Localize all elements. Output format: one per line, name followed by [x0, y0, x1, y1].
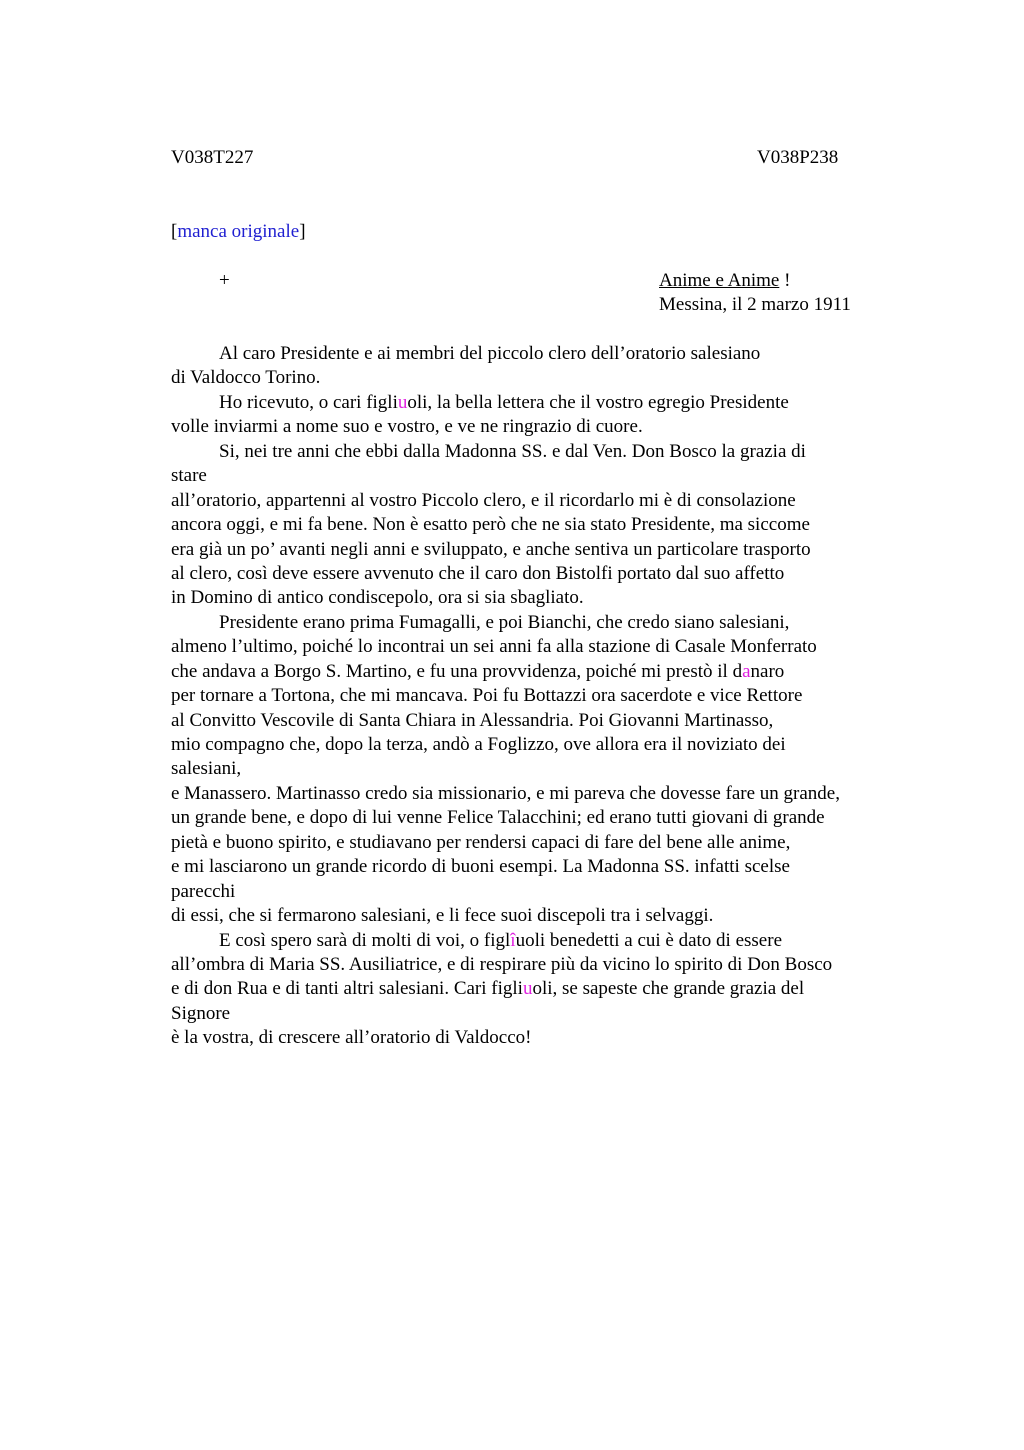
line-text: naro: [750, 660, 785, 682]
line-text: al clero, così deve essere avvenuto che il caro don Bistolfi portato dal suo affetto: [171, 562, 785, 584]
line-text: al Convitto Vescovile di Santa Chiara in Alessandria. Poi Giovanni Martinasso,: [171, 709, 774, 731]
line-text: Ho ricevuto, o cari figli: [219, 391, 398, 413]
line-text: e di don Rua e di tanti altri salesiani. Cari figli: [171, 978, 523, 1000]
line-text: all’oratorio, appartenni al vostro Piccolo clero, e il ricordarlo mi è di consolazione: [171, 489, 796, 511]
line-text: di Valdocco Torino.: [171, 367, 321, 389]
line-text: parecchi: [171, 880, 236, 902]
editorial-note: [171, 220, 306, 244]
line-text: E così spero sarà di molti di voi, o figl: [219, 929, 511, 951]
text-line: [171, 757, 911, 781]
line-text: oli, la bella lettera che il vostro egregio Presidente: [407, 391, 789, 413]
text-line: [171, 1002, 911, 1026]
highlighted-character: u: [522, 978, 533, 1000]
note-text: manca originale: [177, 221, 300, 242]
text-line: [171, 806, 911, 830]
place-date: Messina, il 2 marzo 1911: [659, 294, 851, 316]
line-text: in Domino di antico condiscepolo, ora si sia sbagliato.: [171, 587, 584, 609]
letter-body: [171, 342, 911, 1051]
note-close-bracket: ]: [299, 221, 306, 242]
text-line: [171, 684, 911, 708]
text-line: [171, 366, 911, 390]
text-line: [171, 342, 911, 366]
highlighted-character: î: [510, 929, 516, 951]
motto: Anime e Anime: [659, 270, 780, 291]
text-line: [171, 953, 911, 977]
text-line: [171, 489, 911, 513]
text-line: [171, 855, 911, 879]
text-line: [171, 782, 911, 806]
text-line: [171, 880, 911, 904]
line-text: oli, se sapeste che grande grazia del: [532, 978, 805, 1000]
line-text: Signore: [171, 1002, 231, 1024]
line-text: all’ombra di Maria SS. Ausiliatrice, e di respirare più da vicino lo spirito di Don Bosco: [171, 953, 833, 975]
line-text: è la vostra, di crescere all’oratorio di Valdocco!: [171, 1027, 532, 1049]
line-text: Presidente erano prima Fumagalli, e poi Bianchi, che credo siano salesiani,: [219, 611, 790, 633]
line-text: che andava a Borgo S. Martino, e fu una provvidenza, poiché mi prestò il d: [171, 660, 743, 682]
line-text: Si, nei tre anni che ebbi dalla Madonna SS. e dal Ven. Don Bosco la grazia di: [219, 440, 806, 462]
line-text: mio compagno che, dopo la terza, andò a Foglizzo, ove allora era il noviziato dei: [171, 734, 786, 755]
text-line: [171, 440, 911, 464]
text-line: [171, 831, 911, 855]
line-text: ancora oggi, e mi fa bene. Non è esatto però che ne sia stato Presidente, ma siccome: [171, 514, 810, 536]
line-text: per tornare a Tortona, che mi mancava. Poi fu Bottazzi ora sacerdote e vice Rettore: [171, 685, 803, 707]
text-line: [171, 611, 911, 635]
line-text: salesiani,: [171, 758, 242, 780]
line-text: Al caro Presidente e ai membri del piccolo clero dell’oratorio salesiano: [219, 343, 761, 364]
line-text: stare: [171, 465, 207, 487]
text-line: [171, 391, 911, 415]
cross-symbol: +: [219, 270, 230, 291]
line-text: e mi lasciarono un grande ricordo di buoni esempi. La Madonna SS. infatti scelse: [171, 856, 790, 878]
dateline: [659, 269, 851, 318]
document-code-right: V038P238: [757, 147, 839, 168]
line-text: almeno l’ultimo, poiché lo incontrai un sei anni fa alla stazione di Casale Monferrato: [171, 636, 817, 658]
highlighted-character: a: [742, 660, 751, 682]
text-line: [171, 660, 911, 684]
line-text: uoli benedetti a cui è dato di essere: [515, 929, 783, 951]
text-line: [171, 709, 911, 733]
line-text: di essi, che si fermarono salesiani, e li fece suoi discepoli tra i selvaggi.: [171, 905, 714, 927]
text-line: [171, 586, 911, 610]
line-text: pietà e buono spirito, e studiavano per rendersi capaci di fare del bene alle anime,: [171, 831, 791, 853]
text-line: [171, 513, 911, 537]
line-text: un grande bene, e dopo di lui venne Felice Talacchini; ed erano tutti giovani di grande: [171, 807, 825, 829]
text-line: [171, 929, 911, 953]
document-code-left: V038T227: [171, 147, 254, 168]
text-line: [171, 733, 911, 757]
text-line: [171, 562, 911, 586]
text-line: [171, 977, 911, 1001]
text-line: [171, 415, 911, 439]
line-text: e Manassero. Martinasso credo sia missionario, e mi pareva che dovesse fare un grande,: [171, 782, 840, 804]
text-line: [171, 464, 911, 488]
note-open-bracket: [: [171, 221, 178, 242]
text-line: [171, 904, 911, 928]
text-line: [171, 635, 911, 659]
line-text: volle inviarmi a nome suo e vostro, e ve ne ringrazio di cuore.: [171, 416, 643, 438]
text-line: [171, 538, 911, 562]
line-text: era già un po’ avanti negli anni e sviluppato, e anche sentiva un particolare trasporto: [171, 538, 811, 560]
text-line: [171, 1026, 911, 1050]
motto-punctuation: !: [779, 270, 791, 291]
highlighted-character: u: [397, 391, 408, 413]
